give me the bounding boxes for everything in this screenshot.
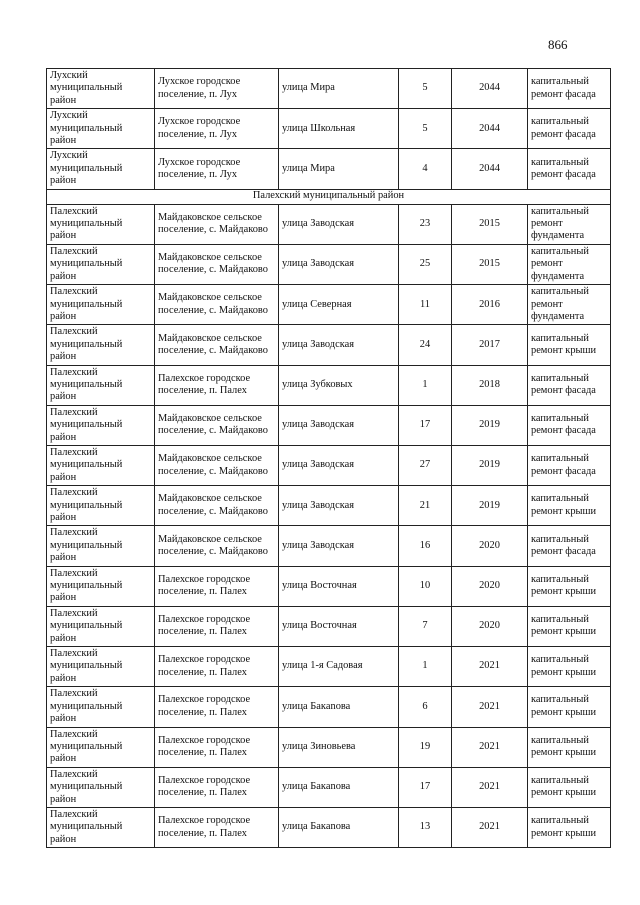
year-cell: 2019 (452, 445, 528, 485)
street-cell: улица Заводская (279, 325, 399, 365)
work-type-cell: капитальный ремонт крыши (528, 566, 611, 606)
district-cell: Палехский муниципальный район (47, 204, 155, 244)
district-cell: Палехский муниципальный район (47, 445, 155, 485)
year-cell: 2018 (452, 365, 528, 405)
settlement-cell: Палехское городское поселение, п. Палех (155, 807, 279, 847)
table-row (47, 405, 611, 445)
street-cell: улица Восточная (279, 566, 399, 606)
house-number-cell: 1 (399, 647, 452, 687)
work-type-cell: капитальный ремонт крыши (528, 767, 611, 807)
table-row (47, 149, 611, 189)
year-cell: 2020 (452, 606, 528, 646)
settlement-cell: Палехское городское поселение, п. Палех (155, 365, 279, 405)
table-row (47, 486, 611, 526)
house-number-cell: 27 (399, 445, 452, 485)
year-cell: 2019 (452, 486, 528, 526)
work-type-cell: капитальный ремонт крыши (528, 807, 611, 847)
work-type-cell: капитальный ремонт фасада (528, 526, 611, 566)
housing-repair-table (46, 68, 611, 848)
house-number-cell: 11 (399, 285, 452, 325)
year-cell: 2044 (452, 69, 528, 109)
house-number-cell: 5 (399, 69, 452, 109)
settlement-cell: Лухское городское поселение, п. Лух (155, 149, 279, 189)
house-number-cell: 4 (399, 149, 452, 189)
settlement-cell: Майдаковское сельское поселение, с. Майдаково (155, 486, 279, 526)
work-type-cell: капитальный ремонт фасада (528, 405, 611, 445)
work-type-cell: капитальный ремонт фасада (528, 149, 611, 189)
table-row (47, 325, 611, 365)
street-cell: улица Заводская (279, 204, 399, 244)
work-type-cell: капитальный ремонт крыши (528, 325, 611, 365)
district-cell: Палехский муниципальный район (47, 365, 155, 405)
table-row (47, 285, 611, 325)
house-number-cell: 6 (399, 687, 452, 727)
table-row (47, 365, 611, 405)
section-header-row (47, 189, 611, 204)
settlement-cell: Майдаковское сельское поселение, с. Майдаково (155, 204, 279, 244)
table-row (47, 204, 611, 244)
street-cell: улица Восточная (279, 606, 399, 646)
table-row (47, 647, 611, 687)
street-cell: улица Бакanова (279, 767, 399, 807)
street-cell: улица Зубковых (279, 365, 399, 405)
table-row (47, 807, 611, 847)
settlement-cell: Палехское городское поселение, п. Палех (155, 727, 279, 767)
work-type-cell: капитальный ремонт крыши (528, 647, 611, 687)
street-cell: улица Мира (279, 69, 399, 109)
house-number-cell: 23 (399, 204, 452, 244)
district-cell: Лухский муниципальный район (47, 109, 155, 149)
settlement-cell: Майдаковское сельское поселение, с. Майдаково (155, 244, 279, 284)
year-cell: 2021 (452, 767, 528, 807)
settlement-cell: Майдаковское сельское поселение, с. Майдаково (155, 325, 279, 365)
table-row (47, 69, 611, 109)
house-number-cell: 16 (399, 526, 452, 566)
house-number-cell: 7 (399, 606, 452, 646)
year-cell: 2044 (452, 149, 528, 189)
house-number-cell: 21 (399, 486, 452, 526)
house-number-cell: 24 (399, 325, 452, 365)
district-cell: Палехский муниципальный район (47, 807, 155, 847)
settlement-cell: Майдаковское сельское поселение, с. Майдаково (155, 405, 279, 445)
section-title: Палехский муниципальный район (47, 189, 611, 204)
street-cell: улица Бакanова (279, 687, 399, 727)
street-cell: улица Школьная (279, 109, 399, 149)
settlement-cell: Лухское городское поселение, п. Лух (155, 69, 279, 109)
house-number-cell: 13 (399, 807, 452, 847)
year-cell: 2021 (452, 727, 528, 767)
table-row (47, 767, 611, 807)
work-type-cell: капитальный ремонт фасада (528, 445, 611, 485)
house-number-cell: 1 (399, 365, 452, 405)
work-type-cell: капитальный ремонт фундамента (528, 285, 611, 325)
street-cell: улица Заводская (279, 244, 399, 284)
table-body-before (47, 69, 611, 190)
street-cell: улица Мира (279, 149, 399, 189)
year-cell: 2019 (452, 405, 528, 445)
district-cell: Палехский муниципальный район (47, 325, 155, 365)
settlement-cell: Майдаковское сельское поселение, с. Майдаково (155, 285, 279, 325)
street-cell: улица Заводская (279, 445, 399, 485)
street-cell: улица Бакanова (279, 807, 399, 847)
district-cell: Палехский муниципальный район (47, 405, 155, 445)
work-type-cell: капитальный ремонт фундамента (528, 204, 611, 244)
table-row (47, 727, 611, 767)
work-type-cell: капитальный ремонт фасада (528, 69, 611, 109)
section-body (47, 189, 611, 204)
work-type-cell: капитальный ремонт фасада (528, 109, 611, 149)
settlement-cell: Лухское городское поселение, п. Лух (155, 109, 279, 149)
year-cell: 2017 (452, 325, 528, 365)
house-number-cell: 17 (399, 405, 452, 445)
street-cell: улица Заводская (279, 405, 399, 445)
settlement-cell: Майдаковское сельское поселение, с. Майдаково (155, 526, 279, 566)
street-cell: улица Зиновьева (279, 727, 399, 767)
settlement-cell: Палехское городское поселение, п. Палех (155, 767, 279, 807)
street-cell: улица Заводская (279, 486, 399, 526)
district-cell: Палехский муниципальный район (47, 727, 155, 767)
settlement-cell: Майдаковское сельское поселение, с. Майдаково (155, 445, 279, 485)
table-row (47, 566, 611, 606)
work-type-cell: капитальный ремонт крыши (528, 606, 611, 646)
district-cell: Палехский муниципальный район (47, 566, 155, 606)
district-cell: Палехский муниципальный район (47, 486, 155, 526)
district-cell: Лухский муниципальный район (47, 69, 155, 109)
house-number-cell: 17 (399, 767, 452, 807)
year-cell: 2020 (452, 566, 528, 606)
year-cell: 2021 (452, 647, 528, 687)
street-cell: улица Заводская (279, 526, 399, 566)
house-number-cell: 25 (399, 244, 452, 284)
work-type-cell: капитальный ремонт крыши (528, 486, 611, 526)
house-number-cell: 19 (399, 727, 452, 767)
year-cell: 2044 (452, 109, 528, 149)
house-number-cell: 10 (399, 566, 452, 606)
table-row (47, 606, 611, 646)
settlement-cell: Палехское городское поселение, п. Палех (155, 606, 279, 646)
table-body-after (47, 204, 611, 848)
year-cell: 2015 (452, 204, 528, 244)
work-type-cell: капитальный ремонт фасада (528, 365, 611, 405)
table-row (47, 445, 611, 485)
year-cell: 2016 (452, 285, 528, 325)
work-type-cell: капитальный ремонт фундамента (528, 244, 611, 284)
table-row (47, 244, 611, 284)
table-row (47, 526, 611, 566)
year-cell: 2015 (452, 244, 528, 284)
district-cell: Палехский муниципальный район (47, 767, 155, 807)
district-cell: Палехский муниципальный район (47, 647, 155, 687)
year-cell: 2020 (452, 526, 528, 566)
year-cell: 2021 (452, 687, 528, 727)
work-type-cell: капитальный ремонт крыши (528, 727, 611, 767)
district-cell: Палехский муниципальный район (47, 687, 155, 727)
street-cell: улица Северная (279, 285, 399, 325)
page-number: 866 (548, 37, 568, 52)
house-number-cell: 5 (399, 109, 452, 149)
district-cell: Лухский муниципальный район (47, 149, 155, 189)
table-row (47, 109, 611, 149)
district-cell: Палехский муниципальный район (47, 606, 155, 646)
table-row (47, 687, 611, 727)
work-type-cell: капитальный ремонт крыши (528, 687, 611, 727)
street-cell: улица 1-я Садовая (279, 647, 399, 687)
settlement-cell: Палехское городское поселение, п. Палех (155, 566, 279, 606)
district-cell: Палехский муниципальный район (47, 285, 155, 325)
settlement-cell: Палехское городское поселение, п. Палех (155, 687, 279, 727)
district-cell: Палехский муниципальный район (47, 244, 155, 284)
district-cell: Палехский муниципальный район (47, 526, 155, 566)
year-cell: 2021 (452, 807, 528, 847)
settlement-cell: Палехское городское поселение, п. Палех (155, 647, 279, 687)
